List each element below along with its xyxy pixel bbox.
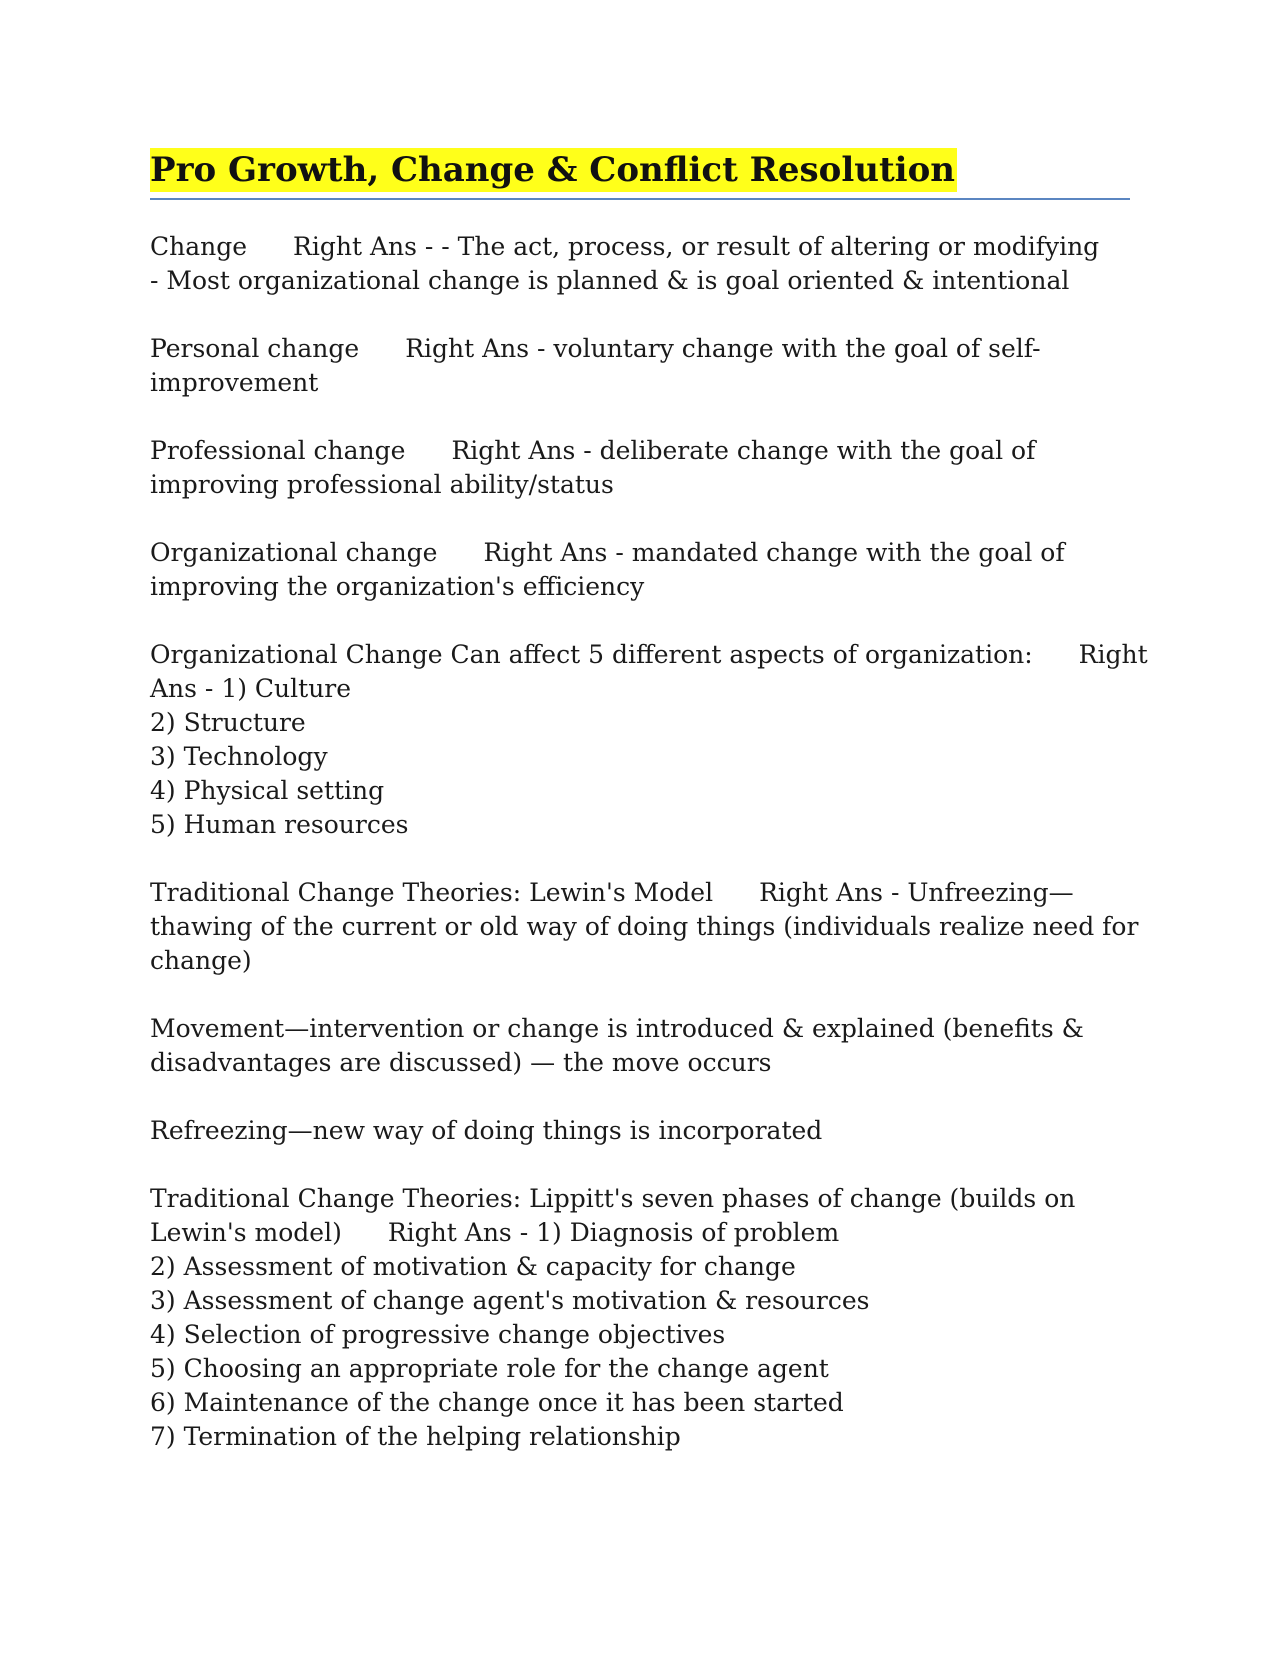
flashcard-answer: Right Ans - voluntary change with the goal of self- (405, 334, 1041, 363)
flashcard-organizational-aspects (150, 638, 1148, 842)
flashcard-line (150, 1216, 1130, 1250)
flashcard-line: - Most organizational change is planned & is goal oriented & intentional (150, 266, 1070, 295)
paragraph-line: Refreezing—new way of doing things is incorporated (150, 1116, 823, 1145)
flashcard-line (150, 638, 1148, 672)
flashcard-line: thawing of the current or old way of doing things (individuals realize need for (150, 912, 1139, 941)
document-page (150, 148, 1148, 1488)
list-item: 5) Human resources (150, 810, 409, 839)
flashcard-term: Organizational Change Can affect 5 different aspects of organization: (150, 640, 1033, 669)
flashcard-line: change) (150, 946, 252, 975)
list-item: 4) Physical setting (150, 776, 385, 805)
flashcard-term: Personal change (150, 334, 360, 363)
flashcard-line: improvement (150, 368, 319, 397)
list-item: 3) Assessment of change agent's motivation & resources (150, 1286, 870, 1315)
list-item: 5) Choosing an appropriate role for the change agent (150, 1354, 829, 1383)
paragraph-line: Movement—intervention or change is introduced & explained (benefits & (150, 1014, 1084, 1043)
flashcard-line: improving the organization's efficiency (150, 572, 645, 601)
flashcard-line (150, 230, 1130, 264)
flashcard-lewins-model (150, 876, 1139, 978)
flashcard-answer: Right Ans - mandated change with the goal of (483, 538, 1065, 567)
paragraph-movement (150, 1012, 1130, 1080)
flashcard-term: Professional change (150, 436, 406, 465)
flashcard-line (150, 434, 1130, 468)
list-item: 4) Selection of progressive change objectives (150, 1320, 726, 1349)
flashcard-term: Traditional Change Theories: Lewin's Model (150, 878, 714, 907)
title-bar (150, 148, 1130, 200)
flashcard-lippitt-phases (150, 1182, 1130, 1454)
flashcard-line: Traditional Change Theories: Lippitt's seven phases of change (builds on (150, 1184, 1076, 1213)
flashcard-answer: Right (1078, 640, 1148, 669)
flashcard-personal-change (150, 332, 1130, 400)
flashcard-change (150, 230, 1130, 298)
list-item: 6) Maintenance of the change once it has been started (150, 1388, 844, 1417)
flashcard-term: Change (150, 232, 248, 261)
flashcard-line: improving professional ability/status (150, 470, 614, 499)
flashcard-term: Lewin's model) (150, 1218, 342, 1247)
flashcard-organizational-change (150, 536, 1130, 604)
flashcard-professional-change (150, 434, 1130, 502)
list-item: 7) Termination of the helping relationship (150, 1422, 681, 1451)
flashcard-answer: Right Ans - Unfreezing— (759, 878, 1074, 907)
flashcard-term: Organizational change (150, 538, 438, 567)
list-item: 3) Technology (150, 742, 328, 771)
document-title: Pro Growth, Change & Conflict Resolution (150, 150, 955, 190)
flashcard-answer: Right Ans - - The act, process, or result of altering or modifying (293, 232, 1100, 261)
flashcard-line (150, 876, 1130, 910)
flashcard-line (150, 536, 1130, 570)
flashcard-line: Ans - 1) Culture (150, 674, 352, 703)
flashcard-line (150, 332, 1130, 366)
flashcard-answer: Right Ans - 1) Diagnosis of problem (387, 1218, 840, 1247)
paragraph-line: disadvantages are discussed) — the move occurs (150, 1048, 772, 1077)
list-item: 2) Structure (150, 708, 306, 737)
flashcard-answer: Right Ans - deliberate change with the goal of (451, 436, 1036, 465)
paragraph-refreezing (150, 1114, 1130, 1148)
list-item: 2) Assessment of motivation & capacity for change (150, 1252, 796, 1281)
